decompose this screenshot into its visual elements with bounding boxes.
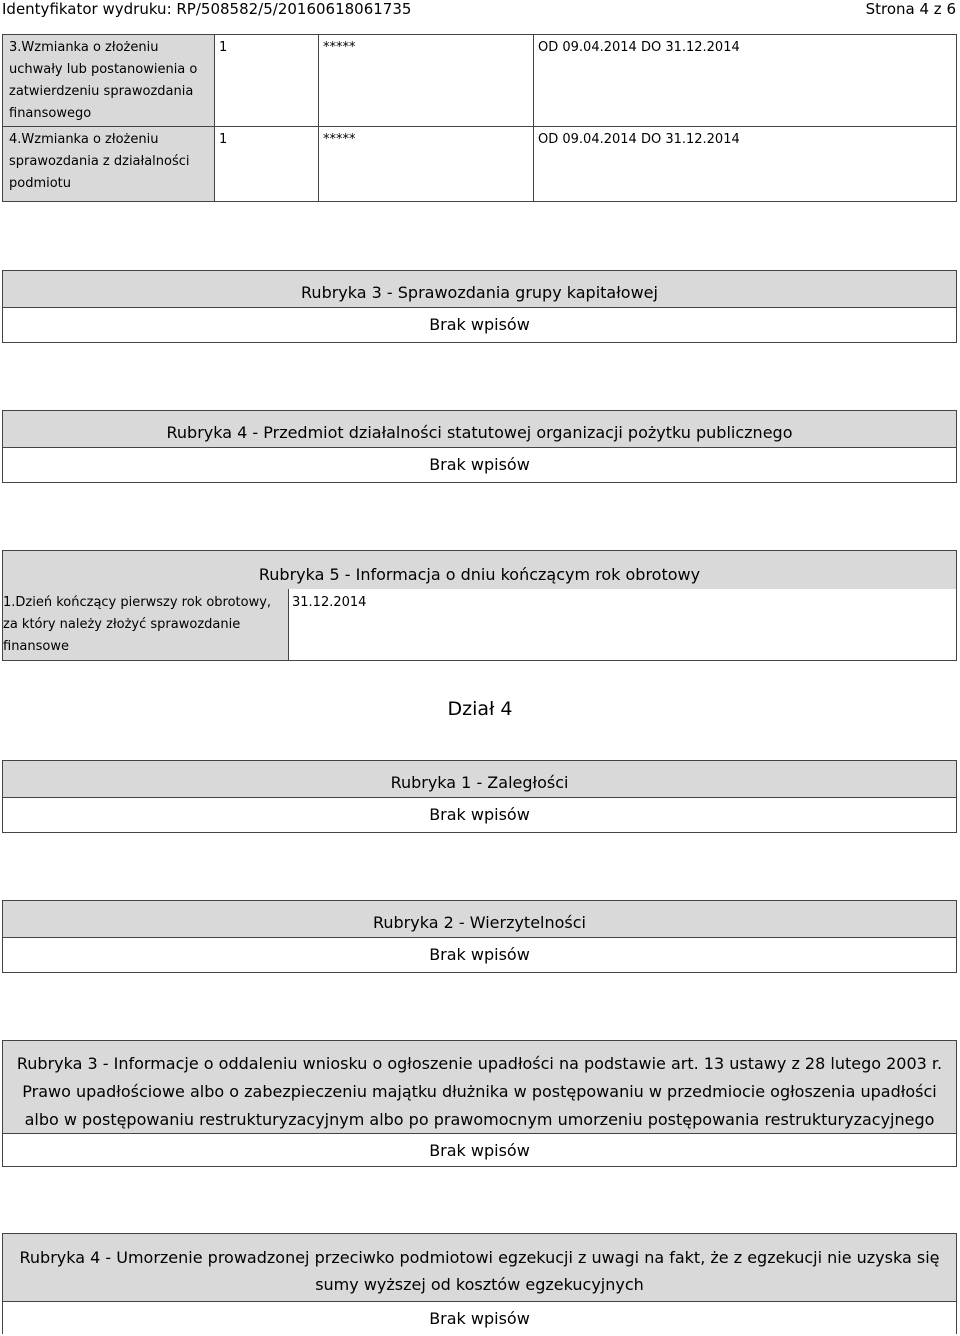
print-id: Identyfikator wydruku: RP/508582/5/20160618061735 (2, 0, 412, 18)
section-title: Rubryka 2 - Wierzytelności (3, 901, 956, 938)
table-row (3, 127, 957, 202)
empty-state: Brak wpisów (429, 455, 530, 474)
empty-state: Brak wpisów (429, 1141, 530, 1160)
field-label: 1.Dzień kończący pierwszy rok obrotowy, za który należy złożyć sprawozdanie finansowe (3, 589, 289, 660)
row-mask: ***** (319, 35, 534, 127)
section-rubryka-4 (2, 410, 957, 483)
empty-state: Brak wpisów (429, 805, 530, 824)
section-rubryka-1 (2, 760, 957, 833)
row-mask: ***** (319, 127, 534, 202)
section-title: Rubryka 3 - Informacje o oddaleniu wniosku o ogłoszenie upadłości na podstawie art. 13 ustawy z 28 lutego 2003 r. Prawo upadłościowe albo o zabezpieczeniu majątku dłużnika w postępowaniu w przedmiocie ogłoszenia upadłości albo w postępowaniu restrukturyzacyjnym albo po prawomocnym umorzeniu postępowania restrukturyzacyjnego (3, 1041, 956, 1134)
section-rubryka-3 (2, 270, 957, 343)
section-heading: Dział 4 (447, 698, 513, 720)
row-number: 1 (215, 127, 319, 202)
section-rubryka-2 (2, 900, 957, 973)
field-row (3, 589, 956, 660)
table-row (3, 35, 957, 127)
section-rubryka-5 (2, 550, 957, 661)
filings-table (2, 34, 957, 202)
empty-state: Brak wpisów (429, 945, 530, 964)
row-period: OD 09.04.2014 DO 31.12.2014 (534, 127, 957, 202)
field-value: 31.12.2014 (292, 595, 367, 610)
page-number: Strona 4 z 6 (865, 0, 956, 18)
section-rubryka-4-dzial-4 (2, 1233, 957, 1334)
section-title: Rubryka 3 - Sprawozdania grupy kapitałowej (3, 271, 956, 308)
section-title: Rubryka 4 - Umorzenie prowadzonej przeciwko podmiotowi egzekucji z uwagi na fakt, że z egzekucji nie uzyska się sumy wyższej od kosztów egzekucyjnych (3, 1234, 956, 1302)
row-period: OD 09.04.2014 DO 31.12.2014 (534, 35, 957, 127)
row-label: 4.Wzmianka o złożeniu sprawozdania z działalności podmiotu (3, 127, 215, 202)
section-title: Rubryka 5 - Informacja o dniu kończącym rok obrotowy (3, 551, 956, 589)
section-title: Rubryka 4 - Przedmiot działalności statutowej organizacji pożytku publicznego (3, 411, 956, 448)
section-title: Rubryka 1 - Zaległości (3, 761, 956, 798)
row-label: 3.Wzmianka o złożeniu uchwały lub postanowienia o zatwierdzeniu sprawozdania finansowego (3, 35, 215, 127)
row-number: 1 (215, 35, 319, 127)
section-rubryka-3-dzial-4 (2, 1040, 957, 1167)
empty-state: Brak wpisów (429, 315, 530, 334)
empty-state: Brak wpisów (429, 1309, 530, 1328)
